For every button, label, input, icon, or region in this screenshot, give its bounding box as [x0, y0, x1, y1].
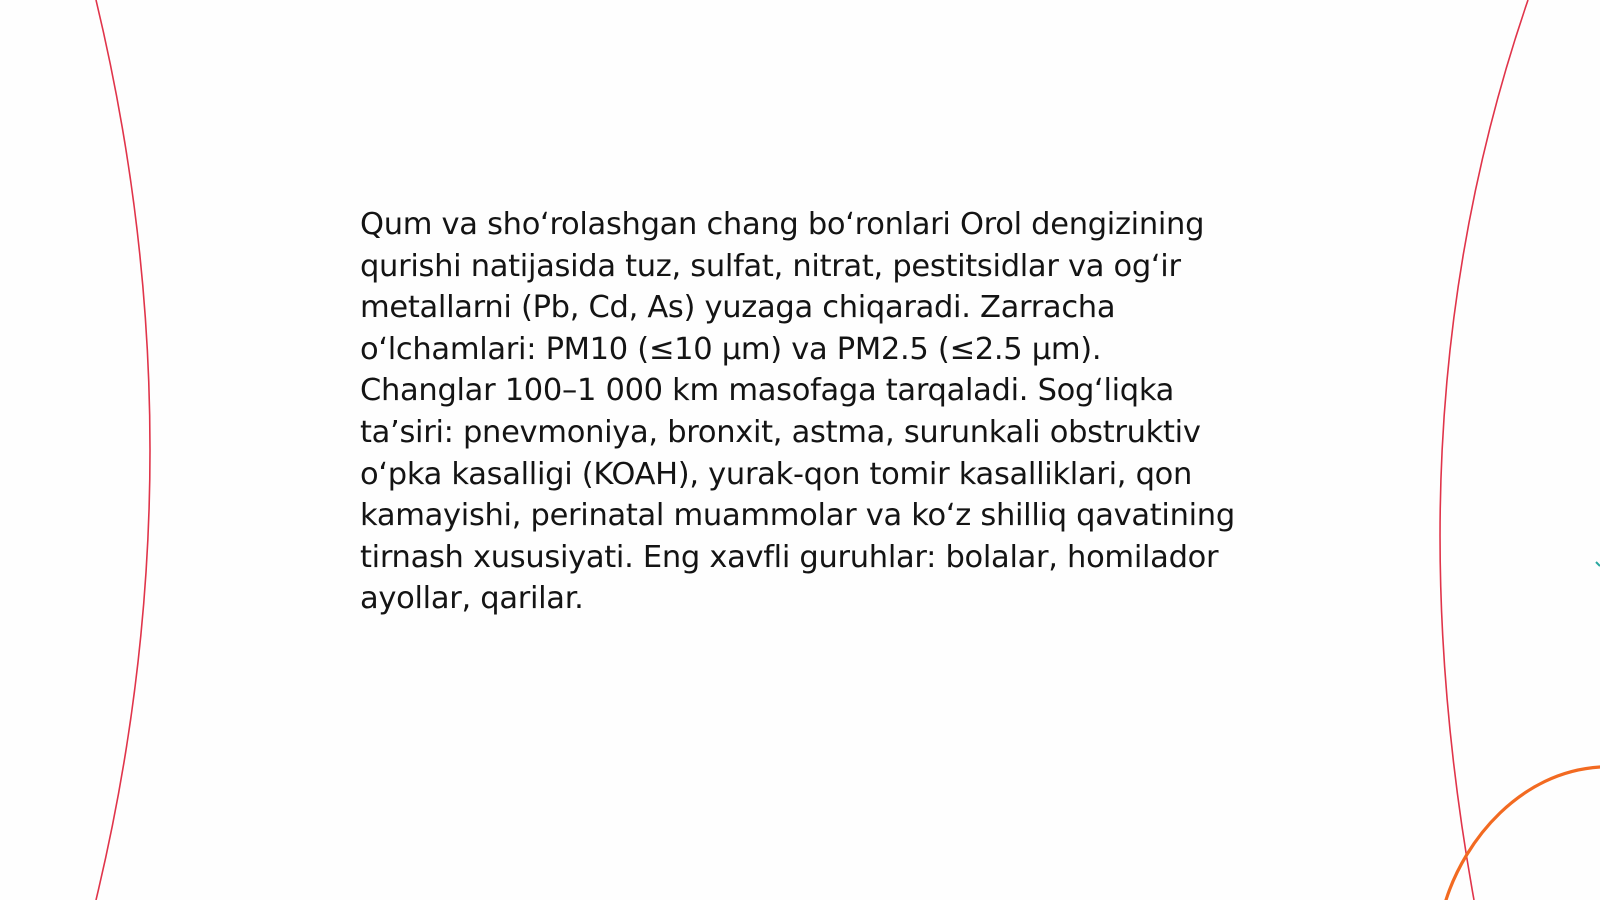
orange-arc [1446, 767, 1600, 900]
left-curve [96, 0, 150, 900]
right-curve [1440, 0, 1528, 900]
slide-body-text: Qum va shoʻrolashgan chang boʻronlari Orol dengizining qurishi natijasida tuz, sulfat, nitrat, pestitsidlar va ogʻir metallarni (Pb, Cd, As) yuzaga chiqaradi. Zarracha oʻlchamlari: PM10 (≤10 μm) va PM2.5 (≤2.5 μm). Changlar 100–1 000 km masofaga tarqaladi. Sogʻliqka taʼsiri: pnevmoniya, bronxit, astma, surunkali obstruktiv oʻpka kasalligi (KOAH), yurak-qon tomir kasalliklari, qon kamayishi, perinatal muammolar va koʻz shilliq qavatining tirnash xususiyati. Eng xavfli guruhlar: bolalar, homilador ayollar, qarilar. [360, 207, 1235, 617]
teal-accent [1596, 562, 1600, 566]
